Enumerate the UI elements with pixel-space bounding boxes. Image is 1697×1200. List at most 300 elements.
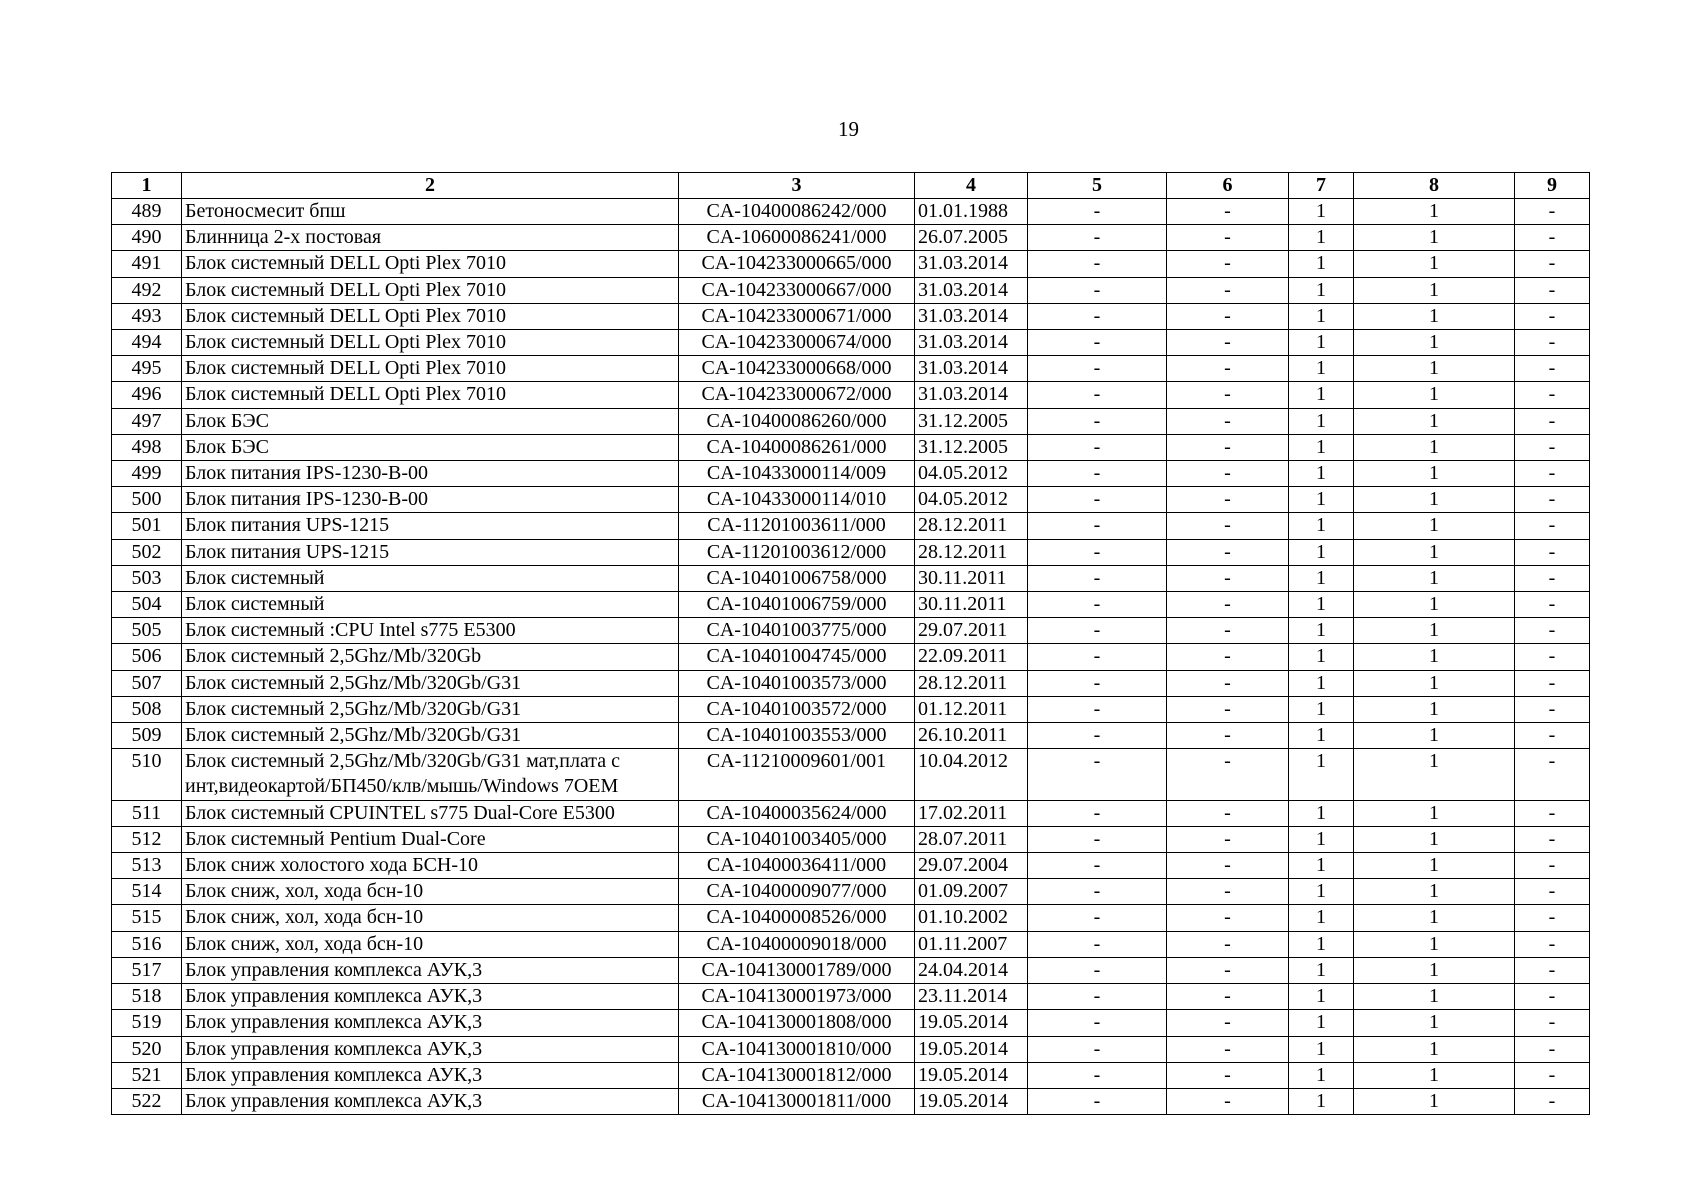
column-7-cell: 1 bbox=[1289, 382, 1354, 408]
column-6-cell: - bbox=[1167, 225, 1289, 251]
column-5-cell: - bbox=[1028, 539, 1167, 565]
column-8-cell: 1 bbox=[1354, 1088, 1515, 1114]
item-name-cell: Блок управления комплекса АУК,3 bbox=[182, 1010, 679, 1036]
column-9-cell: - bbox=[1515, 879, 1590, 905]
date-cell: 29.07.2011 bbox=[915, 618, 1028, 644]
row-number-cell: 506 bbox=[112, 644, 182, 670]
column-5-cell: - bbox=[1028, 1062, 1167, 1088]
column-9-cell: - bbox=[1515, 1062, 1590, 1088]
column-8-cell: 1 bbox=[1354, 225, 1515, 251]
column-header-1: 1 bbox=[112, 173, 182, 199]
item-name-cell: Блок питания UPS-1215 bbox=[182, 513, 679, 539]
column-5-cell: - bbox=[1028, 487, 1167, 513]
table-row bbox=[112, 513, 1590, 539]
column-9-cell: - bbox=[1515, 330, 1590, 356]
column-6-cell: - bbox=[1167, 565, 1289, 591]
column-header-6: 6 bbox=[1167, 173, 1289, 199]
column-8-cell: 1 bbox=[1354, 356, 1515, 382]
column-5-cell: - bbox=[1028, 303, 1167, 329]
column-5-cell: - bbox=[1028, 826, 1167, 852]
column-8-cell: 1 bbox=[1354, 513, 1515, 539]
table-row bbox=[112, 853, 1590, 879]
column-7-cell: 1 bbox=[1289, 800, 1354, 826]
row-number-cell: 513 bbox=[112, 853, 182, 879]
row-number-cell: 521 bbox=[112, 1062, 182, 1088]
column-7-cell: 1 bbox=[1289, 644, 1354, 670]
column-6-cell: - bbox=[1167, 461, 1289, 487]
column-6-cell: - bbox=[1167, 618, 1289, 644]
column-5-cell: - bbox=[1028, 800, 1167, 826]
column-9-cell: - bbox=[1515, 826, 1590, 852]
row-number-cell: 515 bbox=[112, 905, 182, 931]
column-6-cell: - bbox=[1167, 1010, 1289, 1036]
inventory-code-cell: CA-10400086260/000 bbox=[679, 408, 915, 434]
date-cell: 31.03.2014 bbox=[915, 303, 1028, 329]
table-body bbox=[112, 199, 1590, 1115]
column-header-2: 2 bbox=[182, 173, 679, 199]
column-9-cell: - bbox=[1515, 696, 1590, 722]
row-number-cell: 495 bbox=[112, 356, 182, 382]
column-9-cell: - bbox=[1515, 853, 1590, 879]
inventory-code-cell: CA-10433000114/009 bbox=[679, 461, 915, 487]
table-row bbox=[112, 382, 1590, 408]
inventory-code-cell: CA-10401003572/000 bbox=[679, 696, 915, 722]
column-8-cell: 1 bbox=[1354, 539, 1515, 565]
item-name-cell: Блок системный bbox=[182, 565, 679, 591]
row-number-cell: 502 bbox=[112, 539, 182, 565]
column-7-cell: 1 bbox=[1289, 539, 1354, 565]
column-7-cell: 1 bbox=[1289, 670, 1354, 696]
date-cell: 01.09.2007 bbox=[915, 879, 1028, 905]
column-6-cell: - bbox=[1167, 382, 1289, 408]
column-7-cell: 1 bbox=[1289, 303, 1354, 329]
column-8-cell: 1 bbox=[1354, 1062, 1515, 1088]
column-6-cell: - bbox=[1167, 905, 1289, 931]
column-7-cell: 1 bbox=[1289, 461, 1354, 487]
item-name-cell: Блок управления комплекса АУК,3 bbox=[182, 984, 679, 1010]
column-9-cell: - bbox=[1515, 905, 1590, 931]
date-cell: 31.12.2005 bbox=[915, 408, 1028, 434]
table-row bbox=[112, 957, 1590, 983]
item-name-cell: Блок БЭС bbox=[182, 434, 679, 460]
table-row bbox=[112, 1088, 1590, 1114]
column-7-cell: 1 bbox=[1289, 879, 1354, 905]
row-number-cell: 500 bbox=[112, 487, 182, 513]
column-7-cell: 1 bbox=[1289, 1088, 1354, 1114]
column-6-cell: - bbox=[1167, 434, 1289, 460]
date-cell: 28.12.2011 bbox=[915, 513, 1028, 539]
inventory-code-cell: CA-104233000674/000 bbox=[679, 330, 915, 356]
column-9-cell: - bbox=[1515, 356, 1590, 382]
item-name-cell: Блок системный 2,5Ghz/Mb/320Gb bbox=[182, 644, 679, 670]
column-header-7: 7 bbox=[1289, 173, 1354, 199]
table-row bbox=[112, 1062, 1590, 1088]
header-row bbox=[112, 173, 1590, 199]
date-cell: 29.07.2004 bbox=[915, 853, 1028, 879]
column-8-cell: 1 bbox=[1354, 618, 1515, 644]
inventory-code-cell: CA-11201003612/000 bbox=[679, 539, 915, 565]
column-7-cell: 1 bbox=[1289, 513, 1354, 539]
column-7-cell: 1 bbox=[1289, 723, 1354, 749]
table-row bbox=[112, 592, 1590, 618]
date-cell: 30.11.2011 bbox=[915, 565, 1028, 591]
date-cell: 24.04.2014 bbox=[915, 957, 1028, 983]
item-name-cell: Блок системный DELL Opti Plex 7010 bbox=[182, 330, 679, 356]
column-9-cell: - bbox=[1515, 251, 1590, 277]
column-5-cell: - bbox=[1028, 644, 1167, 670]
column-7-cell: 1 bbox=[1289, 826, 1354, 852]
inventory-code-cell: CA-104130001808/000 bbox=[679, 1010, 915, 1036]
inventory-code-cell: CA-104233000668/000 bbox=[679, 356, 915, 382]
column-8-cell: 1 bbox=[1354, 931, 1515, 957]
column-5-cell: - bbox=[1028, 723, 1167, 749]
column-7-cell: 1 bbox=[1289, 408, 1354, 434]
row-number-cell: 510 bbox=[112, 749, 182, 800]
table-row bbox=[112, 356, 1590, 382]
column-7-cell: 1 bbox=[1289, 356, 1354, 382]
item-name-cell: Блок системный 2,5Ghz/Mb/320Gb/G31 bbox=[182, 723, 679, 749]
column-5-cell: - bbox=[1028, 749, 1167, 800]
column-8-cell: 1 bbox=[1354, 565, 1515, 591]
column-7-cell: 1 bbox=[1289, 618, 1354, 644]
table-row bbox=[112, 487, 1590, 513]
inventory-code-cell: CA-10400035624/000 bbox=[679, 800, 915, 826]
column-9-cell: - bbox=[1515, 487, 1590, 513]
inventory-code-cell: CA-104233000667/000 bbox=[679, 277, 915, 303]
column-7-cell: 1 bbox=[1289, 199, 1354, 225]
row-number-cell: 497 bbox=[112, 408, 182, 434]
item-name-cell: Блок системный DELL Opti Plex 7010 bbox=[182, 277, 679, 303]
column-7-cell: 1 bbox=[1289, 957, 1354, 983]
inventory-code-cell: CA-10401003573/000 bbox=[679, 670, 915, 696]
date-cell: 26.07.2005 bbox=[915, 225, 1028, 251]
inventory-code-cell: CA-10400086242/000 bbox=[679, 199, 915, 225]
column-8-cell: 1 bbox=[1354, 826, 1515, 852]
column-7-cell: 1 bbox=[1289, 251, 1354, 277]
inventory-code-cell: CA-10401006758/000 bbox=[679, 565, 915, 591]
item-name-cell: Блок системный :CPU Intel s775 E5300 bbox=[182, 618, 679, 644]
column-9-cell: - bbox=[1515, 539, 1590, 565]
column-5-cell: - bbox=[1028, 696, 1167, 722]
column-7-cell: 1 bbox=[1289, 905, 1354, 931]
date-cell: 31.12.2005 bbox=[915, 434, 1028, 460]
column-5-cell: - bbox=[1028, 434, 1167, 460]
column-7-cell: 1 bbox=[1289, 696, 1354, 722]
inventory-code-cell: CA-10401003405/000 bbox=[679, 826, 915, 852]
item-name-cell: Бетоносмесит бпш bbox=[182, 199, 679, 225]
row-number-cell: 512 bbox=[112, 826, 182, 852]
item-name-cell: Блок питания UPS-1215 bbox=[182, 539, 679, 565]
date-cell: 23.11.2014 bbox=[915, 984, 1028, 1010]
row-number-cell: 511 bbox=[112, 800, 182, 826]
column-8-cell: 1 bbox=[1354, 199, 1515, 225]
column-9-cell: - bbox=[1515, 513, 1590, 539]
column-5-cell: - bbox=[1028, 670, 1167, 696]
column-8-cell: 1 bbox=[1354, 251, 1515, 277]
item-name-cell: Блок системный DELL Opti Plex 7010 bbox=[182, 382, 679, 408]
date-cell: 31.03.2014 bbox=[915, 330, 1028, 356]
column-8-cell: 1 bbox=[1354, 905, 1515, 931]
item-name-cell: Блок системный 2,5Ghz/Mb/320Gb/G31 мат,плата с инт,видеокартой/БП450/клв/мышь/Windows 7OEM bbox=[182, 749, 679, 800]
column-5-cell: - bbox=[1028, 1010, 1167, 1036]
date-cell: 22.09.2011 bbox=[915, 644, 1028, 670]
column-8-cell: 1 bbox=[1354, 461, 1515, 487]
table-row bbox=[112, 931, 1590, 957]
item-name-cell: Блок системный bbox=[182, 592, 679, 618]
inventory-code-cell: CA-10400009018/000 bbox=[679, 931, 915, 957]
inventory-code-cell: CA-104233000671/000 bbox=[679, 303, 915, 329]
column-8-cell: 1 bbox=[1354, 1010, 1515, 1036]
item-name-cell: Блок системный CPUINTEL s775 Dual-Core E5300 bbox=[182, 800, 679, 826]
table-row bbox=[112, 879, 1590, 905]
date-cell: 28.07.2011 bbox=[915, 826, 1028, 852]
column-9-cell: - bbox=[1515, 565, 1590, 591]
row-number-cell: 517 bbox=[112, 957, 182, 983]
column-6-cell: - bbox=[1167, 800, 1289, 826]
table-row bbox=[112, 984, 1590, 1010]
inventory-code-cell: CA-10400008526/000 bbox=[679, 905, 915, 931]
date-cell: 19.05.2014 bbox=[915, 1062, 1028, 1088]
column-9-cell: - bbox=[1515, 723, 1590, 749]
table-row bbox=[112, 539, 1590, 565]
column-9-cell: - bbox=[1515, 957, 1590, 983]
item-name-cell: Блок управления комплекса АУК,3 bbox=[182, 1088, 679, 1114]
column-9-cell: - bbox=[1515, 1088, 1590, 1114]
column-9-cell: - bbox=[1515, 277, 1590, 303]
column-8-cell: 1 bbox=[1354, 434, 1515, 460]
item-name-cell: Блок системный 2,5Ghz/Mb/320Gb/G31 bbox=[182, 670, 679, 696]
row-number-cell: 516 bbox=[112, 931, 182, 957]
column-7-cell: 1 bbox=[1289, 749, 1354, 800]
inventory-code-cell: CA-10600086241/000 bbox=[679, 225, 915, 251]
inventory-code-cell: CA-104130001810/000 bbox=[679, 1036, 915, 1062]
item-name-cell: Блок управления комплекса АУК,3 bbox=[182, 957, 679, 983]
column-header-9: 9 bbox=[1515, 173, 1590, 199]
column-5-cell: - bbox=[1028, 879, 1167, 905]
column-6-cell: - bbox=[1167, 957, 1289, 983]
column-9-cell: - bbox=[1515, 644, 1590, 670]
table-row bbox=[112, 618, 1590, 644]
row-number-cell: 509 bbox=[112, 723, 182, 749]
inventory-code-cell: CA-10400086261/000 bbox=[679, 434, 915, 460]
column-7-cell: 1 bbox=[1289, 487, 1354, 513]
column-9-cell: - bbox=[1515, 408, 1590, 434]
column-8-cell: 1 bbox=[1354, 277, 1515, 303]
inventory-table bbox=[111, 172, 1590, 1115]
column-8-cell: 1 bbox=[1354, 984, 1515, 1010]
row-number-cell: 504 bbox=[112, 592, 182, 618]
inventory-code-cell: CA-10400036411/000 bbox=[679, 853, 915, 879]
row-number-cell: 505 bbox=[112, 618, 182, 644]
date-cell: 04.05.2012 bbox=[915, 461, 1028, 487]
column-8-cell: 1 bbox=[1354, 1036, 1515, 1062]
column-7-cell: 1 bbox=[1289, 1036, 1354, 1062]
column-7-cell: 1 bbox=[1289, 853, 1354, 879]
column-6-cell: - bbox=[1167, 644, 1289, 670]
column-5-cell: - bbox=[1028, 277, 1167, 303]
column-9-cell: - bbox=[1515, 1036, 1590, 1062]
item-name-cell: Блок управления комплекса АУК,3 bbox=[182, 1062, 679, 1088]
inventory-code-cell: CA-104130001973/000 bbox=[679, 984, 915, 1010]
column-6-cell: - bbox=[1167, 592, 1289, 618]
column-5-cell: - bbox=[1028, 330, 1167, 356]
column-8-cell: 1 bbox=[1354, 723, 1515, 749]
column-header-4: 4 bbox=[915, 173, 1028, 199]
item-name-cell: Блок системный 2,5Ghz/Mb/320Gb/G31 bbox=[182, 696, 679, 722]
table-row bbox=[112, 800, 1590, 826]
column-6-cell: - bbox=[1167, 330, 1289, 356]
column-6-cell: - bbox=[1167, 670, 1289, 696]
table-row bbox=[112, 565, 1590, 591]
date-cell: 28.12.2011 bbox=[915, 670, 1028, 696]
item-name-cell: Блок питания IPS-1230-B-00 bbox=[182, 461, 679, 487]
column-7-cell: 1 bbox=[1289, 277, 1354, 303]
column-6-cell: - bbox=[1167, 879, 1289, 905]
column-7-cell: 1 bbox=[1289, 592, 1354, 618]
column-8-cell: 1 bbox=[1354, 592, 1515, 618]
column-6-cell: - bbox=[1167, 1036, 1289, 1062]
column-5-cell: - bbox=[1028, 905, 1167, 931]
row-number-cell: 501 bbox=[112, 513, 182, 539]
table-row bbox=[112, 670, 1590, 696]
column-6-cell: - bbox=[1167, 749, 1289, 800]
column-header-8: 8 bbox=[1354, 173, 1515, 199]
column-6-cell: - bbox=[1167, 1062, 1289, 1088]
column-5-cell: - bbox=[1028, 461, 1167, 487]
row-number-cell: 514 bbox=[112, 879, 182, 905]
column-9-cell: - bbox=[1515, 225, 1590, 251]
date-cell: 17.02.2011 bbox=[915, 800, 1028, 826]
table-row bbox=[112, 1036, 1590, 1062]
column-5-cell: - bbox=[1028, 931, 1167, 957]
column-9-cell: - bbox=[1515, 931, 1590, 957]
item-name-cell: Блок сниж, хол, хода бсн-10 bbox=[182, 931, 679, 957]
column-7-cell: 1 bbox=[1289, 565, 1354, 591]
column-6-cell: - bbox=[1167, 1088, 1289, 1114]
column-9-cell: - bbox=[1515, 303, 1590, 329]
inventory-code-cell: CA-10401004745/000 bbox=[679, 644, 915, 670]
column-9-cell: - bbox=[1515, 749, 1590, 800]
column-5-cell: - bbox=[1028, 984, 1167, 1010]
inventory-code-cell: CA-104233000665/000 bbox=[679, 251, 915, 277]
inventory-code-cell: CA-11210009601/001 bbox=[679, 749, 915, 800]
column-6-cell: - bbox=[1167, 251, 1289, 277]
row-number-cell: 518 bbox=[112, 984, 182, 1010]
date-cell: 19.05.2014 bbox=[915, 1010, 1028, 1036]
column-6-cell: - bbox=[1167, 696, 1289, 722]
column-5-cell: - bbox=[1028, 592, 1167, 618]
column-7-cell: 1 bbox=[1289, 1062, 1354, 1088]
column-6-cell: - bbox=[1167, 303, 1289, 329]
item-name-cell: Блок сниж, хол, хода бсн-10 bbox=[182, 905, 679, 931]
item-name-cell: Блок управления комплекса АУК,3 bbox=[182, 1036, 679, 1062]
date-cell: 04.05.2012 bbox=[915, 487, 1028, 513]
inventory-code-cell: CA-10401003775/000 bbox=[679, 618, 915, 644]
column-5-cell: - bbox=[1028, 618, 1167, 644]
row-number-cell: 494 bbox=[112, 330, 182, 356]
table-row bbox=[112, 277, 1590, 303]
table-row bbox=[112, 225, 1590, 251]
item-name-cell: Блок питания IPS-1230-B-00 bbox=[182, 487, 679, 513]
date-cell: 31.03.2014 bbox=[915, 382, 1028, 408]
column-7-cell: 1 bbox=[1289, 984, 1354, 1010]
inventory-code-cell: CA-104130001812/000 bbox=[679, 1062, 915, 1088]
column-5-cell: - bbox=[1028, 853, 1167, 879]
column-8-cell: 1 bbox=[1354, 303, 1515, 329]
table-row bbox=[112, 826, 1590, 852]
column-7-cell: 1 bbox=[1289, 931, 1354, 957]
table-row bbox=[112, 408, 1590, 434]
column-5-cell: - bbox=[1028, 408, 1167, 434]
row-number-cell: 520 bbox=[112, 1036, 182, 1062]
item-name-cell: Блок системный Pentium Dual-Core bbox=[182, 826, 679, 852]
item-name-cell: Блок сниж холостого хода БСН-10 bbox=[182, 853, 679, 879]
row-number-cell: 508 bbox=[112, 696, 182, 722]
row-number-cell: 490 bbox=[112, 225, 182, 251]
row-number-cell: 522 bbox=[112, 1088, 182, 1114]
item-name-cell: Блок системный DELL Opti Plex 7010 bbox=[182, 356, 679, 382]
table-row bbox=[112, 330, 1590, 356]
column-7-cell: 1 bbox=[1289, 1010, 1354, 1036]
table-row bbox=[112, 461, 1590, 487]
column-6-cell: - bbox=[1167, 199, 1289, 225]
inventory-code-cell: CA-10401006759/000 bbox=[679, 592, 915, 618]
item-name-cell: Блинница 2-х постовая bbox=[182, 225, 679, 251]
item-name-cell: Блок БЭС bbox=[182, 408, 679, 434]
inventory-code-cell: CA-104130001811/000 bbox=[679, 1088, 915, 1114]
column-8-cell: 1 bbox=[1354, 879, 1515, 905]
inventory-code-cell: CA-10400009077/000 bbox=[679, 879, 915, 905]
column-7-cell: 1 bbox=[1289, 434, 1354, 460]
date-cell: 19.05.2014 bbox=[915, 1036, 1028, 1062]
column-6-cell: - bbox=[1167, 984, 1289, 1010]
table-header bbox=[112, 173, 1590, 199]
table-row bbox=[112, 696, 1590, 722]
column-9-cell: - bbox=[1515, 984, 1590, 1010]
column-5-cell: - bbox=[1028, 382, 1167, 408]
date-cell: 01.01.1988 bbox=[915, 199, 1028, 225]
inventory-code-cell: CA-104130001789/000 bbox=[679, 957, 915, 983]
inventory-code-cell: CA-11201003611/000 bbox=[679, 513, 915, 539]
column-8-cell: 1 bbox=[1354, 853, 1515, 879]
row-number-cell: 489 bbox=[112, 199, 182, 225]
date-cell: 01.10.2002 bbox=[915, 905, 1028, 931]
column-5-cell: - bbox=[1028, 1088, 1167, 1114]
column-6-cell: - bbox=[1167, 408, 1289, 434]
column-8-cell: 1 bbox=[1354, 487, 1515, 513]
table-row bbox=[112, 303, 1590, 329]
row-number-cell: 498 bbox=[112, 434, 182, 460]
table-row bbox=[112, 905, 1590, 931]
date-cell: 31.03.2014 bbox=[915, 277, 1028, 303]
column-9-cell: - bbox=[1515, 592, 1590, 618]
column-6-cell: - bbox=[1167, 513, 1289, 539]
column-8-cell: 1 bbox=[1354, 957, 1515, 983]
date-cell: 26.10.2011 bbox=[915, 723, 1028, 749]
date-cell: 31.03.2014 bbox=[915, 251, 1028, 277]
inventory-code-cell: CA-10401003553/000 bbox=[679, 723, 915, 749]
column-header-3: 3 bbox=[679, 173, 915, 199]
column-6-cell: - bbox=[1167, 826, 1289, 852]
row-number-cell: 519 bbox=[112, 1010, 182, 1036]
date-cell: 10.04.2012 bbox=[915, 749, 1028, 800]
table-row bbox=[112, 251, 1590, 277]
table-row bbox=[112, 749, 1590, 800]
column-8-cell: 1 bbox=[1354, 800, 1515, 826]
column-8-cell: 1 bbox=[1354, 696, 1515, 722]
date-cell: 31.03.2014 bbox=[915, 356, 1028, 382]
row-number-cell: 507 bbox=[112, 670, 182, 696]
